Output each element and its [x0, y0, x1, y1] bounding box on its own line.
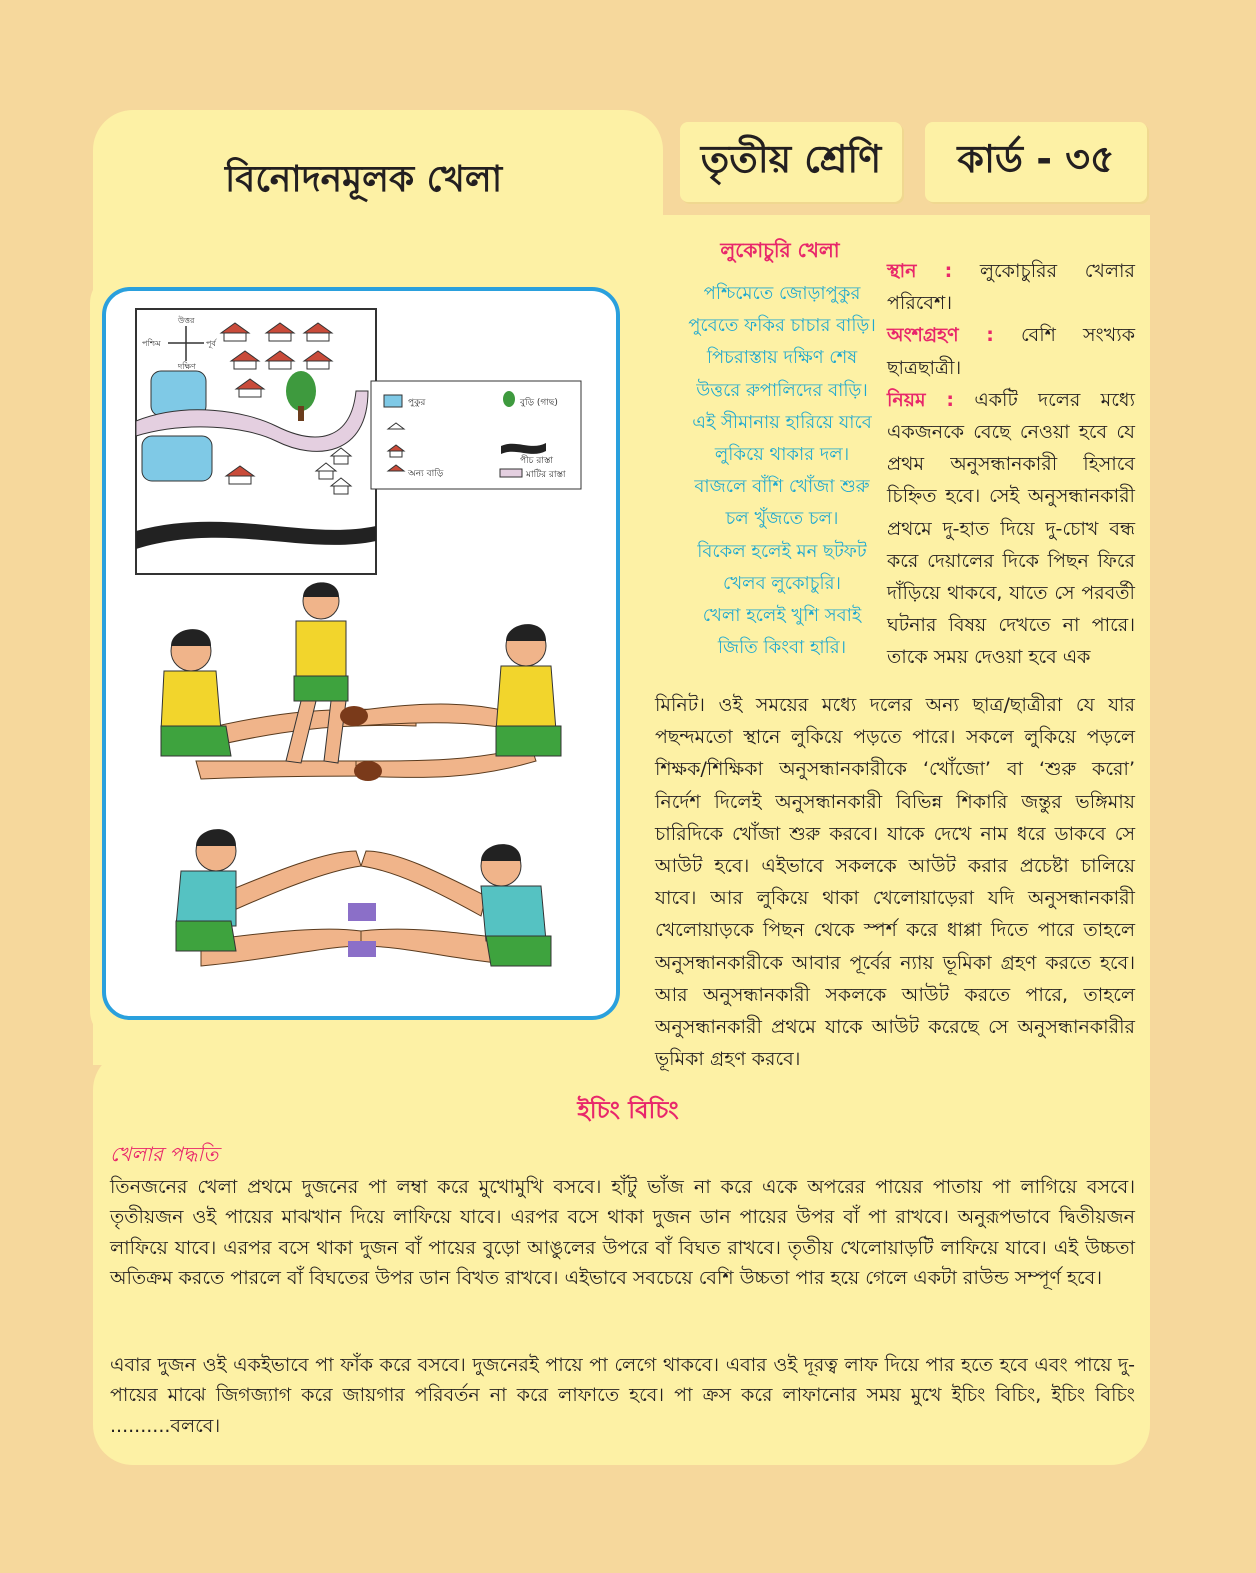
section-paragraph: তিনজনের খেলা প্রথমে দুজনের পা লম্বা করে মুখোমুখি বসবে। হাঁটু ভাঁজ না করে একে অপরের পায়ের পাতায় পা লাগিয়ে বসবে। তৃতীয়জন ওই পায়ের মাঝখান দিয়ে লাফিয়ে যাবে। এরপর বসে থাকা দুজন ডান পায়ের উপর বাঁ পা রাখবে। অনুরূপভাবে দ্বিতীয়জন লাফিয়ে যাবে। এরপর বসে থাকা দুজন বাঁ পায়ের বুড়ো আঙুলের উপরে বাঁ বিঘত রাখবে। তৃতীয় খেলোয়াড়টি লাফিয়ে যাবে। এই উচ্চতা অতিক্রম করতে পারলে বাঁ বিঘতের উপর ডান বিখত রাখবে। এইভাবে সবচেয়ে বেশি উচ্চতা পার হয়ে গেলে একটা রাউন্ড সম্পূর্ণ হবে।: [110, 1176, 1135, 1289]
svg-text:বুড়ি (গাছ): বুড়ি (গাছ): [520, 398, 558, 408]
poem: [652, 278, 912, 664]
poem-line: চল খুঁজতে চল।: [725, 508, 839, 530]
place-text: লুকোচুরির খেলার পরিবেশ।: [887, 260, 1135, 315]
svg-text:পশ্চিম: পশ্চিম: [142, 339, 161, 348]
poem-line: পিচরাস্তায় দক্ষিণ শেষ: [706, 347, 858, 369]
participation-label: অংশগ্রহণ :: [887, 324, 994, 347]
svg-text:পীচ রাস্তা: পীচ রাস্তা: [520, 456, 554, 466]
svg-text:পুকুর: পুকুর: [408, 398, 426, 408]
section-subheading: খেলার পদ্ধতি: [110, 1142, 219, 1166]
poem-line: লুকিয়ে থাকার দল।: [714, 444, 850, 466]
pond-icon: [142, 436, 212, 481]
section-title: ইচিং বিচিং: [577, 1096, 679, 1124]
rule-continued-text: মিনিট। ওই সময়ের মধ্যে দলের অন্য ছাত্র/ছাত্রীরা যে যার পছন্দমতো স্থানে লুকিয়ে পড়তে পারে। সকলে লুকিয়ে পড়লে শিক্ষক/শিক্ষিকা অনুসন্ধানকারীকে ‘খোঁজো’ বা ‘শুরু করো’ নির্দেশ দিলেই অনুসন্ধানকারী বিভিন্ন শিকারি জন্তুর ভঙ্গিমায় চারিদিকে খোঁজা শুরু করবে। যাকে দেখে নাম ধরে ডাকবে সে আউট হবে। এইভাবে সকলকে আউট করার প্রচেষ্টা চালিয়ে যাবে। আর লুকিয়ে থাকা খেলোয়াড়েরা যদি অনুসন্ধানকারী খেলোয়াড়কে পিছন থেকে স্পর্শ করে ধাপ্পা দিতে পারে তাহলে অনুসন্ধানকারীকে আবার পূর্বের ন্যায় ভূমিকা গ্রহণ করতে হবে। আর অনুসন্ধানকারী সকলকে আউট করতে পারে, তাহলে অনুসন্ধানকারী প্রথমে যাকে আউট করেছে সে অনুসন্ধানকারীর ভূমিকা গ্রহণ করবে।: [655, 694, 1135, 1071]
poem-line: পুবেতে ফকির চাচার বাড়ি।: [688, 315, 876, 337]
rules-block: [887, 255, 1135, 674]
svg-text:অন্য বাড়ি: অন্য বাড়ি: [408, 469, 444, 479]
rule-text: একটি দলের মধ্যে একজনকে বেছে নেওয়া হবে যে প্রথম অনুসন্ধানকারী হিসাবে চিহ্নিত হবে। সেই অনুসন্ধানকারী প্রথমে দু-হাত দিয়ে দু-চোখ বন্ধ করে দেয়ালের দিকে পিছন ফিরে দাঁড়িয়ে থাকবে, যাতে সে পরবর্তী ঘটনার বিষয় দেখতে না পারে। তাকে সময় দেওয়া হবে এক: [887, 388, 1136, 669]
class-tab: তৃতীয় শ্রেণি: [680, 122, 902, 202]
poem-line: পশ্চিমেতে জোড়াপুকুর: [703, 283, 861, 304]
illustration: [106, 291, 616, 1016]
poem-line: জিতি কিংবা হারি।: [717, 637, 847, 659]
poem-line: খেলব লুকোচুরি।: [723, 572, 841, 594]
poem-line: বিকেল হলেই মন ছটফট: [697, 540, 867, 562]
svg-text:মাটির রাস্তা: মাটির রাস্তা: [526, 470, 566, 480]
svg-text:পূর্ব: পূর্ব: [206, 339, 216, 348]
place-label: স্থান :: [887, 260, 953, 282]
illustration-box: [102, 287, 620, 1020]
children-illustration-1: [161, 582, 561, 781]
poem-title: লুকোচুরি খেলা: [720, 238, 840, 262]
section-paragraph: এবার দুজন ওই একইভাবে পা ফাঁক করে বসবে। দুজনেরই পায়ে পা লেগে থাকবে। এবার ওই দূরত্ব লাফ দিয়ে পার হতে হবে এবং পায়ে দু-পায়ের মাঝে জিগজ্যাগ করে জায়গার পরিবর্তন না করে লাফাতে হবে। পা ক্রস করে লাফানোর সময় মুখে ইচিং বিচিং, ইচিং বিচিং ..........বলবে।: [110, 1354, 1135, 1437]
rule-label: নিয়ম :: [887, 388, 954, 411]
participation-text: বেশি সংখ্যক ছাত্রছাত্রী।: [887, 324, 1135, 379]
page-title: বিনোদনমূলক খেলা: [225, 159, 503, 200]
map-illustration: [136, 309, 581, 574]
svg-text:দক্ষিণ: দক্ষিণ: [178, 362, 196, 371]
svg-text:উত্তর: উত্তর: [178, 316, 195, 325]
poem-line: বাজলে বাঁশি খোঁজা শুরু: [694, 476, 870, 498]
tree-icon: [286, 371, 316, 411]
pond-icon: [151, 371, 206, 416]
poem-line: এই সীমানায় হারিয়ে যাবে: [692, 411, 872, 433]
card-number-tab: কার্ড - ৩৫: [925, 122, 1147, 202]
poem-line: উত্তরে রুপালিদের বাড়ি।: [696, 379, 868, 401]
children-illustration-2: [176, 829, 551, 966]
poem-line: খেলা হলেই খুশি সবাই: [702, 605, 862, 627]
